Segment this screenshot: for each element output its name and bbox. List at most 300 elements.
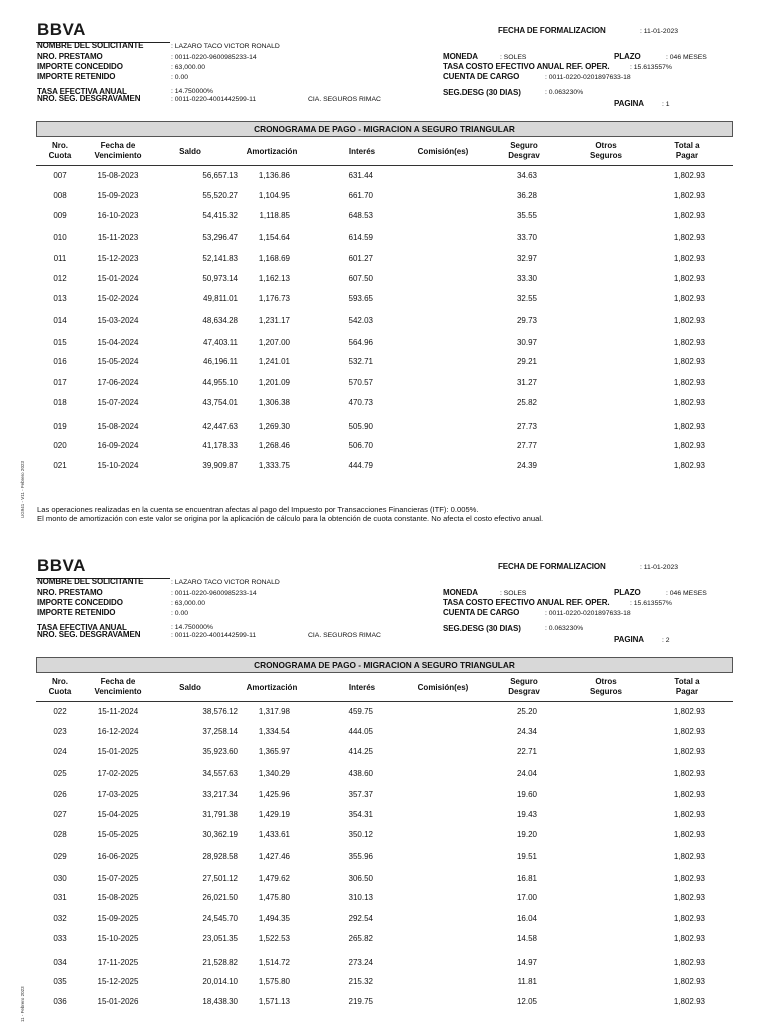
amortizacion-cell: 1,340.29 <box>258 769 290 778</box>
cuota-cell: 020 <box>53 441 67 450</box>
cuota-cell: 021 <box>53 461 67 470</box>
total-cell: 1,802.93 <box>673 338 705 347</box>
seguro-cell: 27.73 <box>516 422 537 431</box>
fecha-cell: 15-05-2025 <box>97 830 139 839</box>
fecha-cell: 15-03-2024 <box>97 316 139 325</box>
saldo-cell: 24,545.70 <box>202 914 238 923</box>
total-cell: 1,802.93 <box>673 316 705 325</box>
saldo-cell: 33,217.34 <box>202 790 238 799</box>
header-divider <box>36 165 733 166</box>
plazo-value: : 046 MESES <box>666 54 707 61</box>
seguro-cell: 19.20 <box>516 830 537 839</box>
amortizacion-cell: 1,241.01 <box>258 357 290 366</box>
cuota-cell: 016 <box>53 357 67 366</box>
cuota-cell: 036 <box>53 997 67 1006</box>
col-comision: Comisión(es) <box>417 683 469 692</box>
amortizacion-cell: 1,522.53 <box>258 934 290 943</box>
moneda-value: : SOLES <box>500 54 527 61</box>
saldo-cell: 35,923.60 <box>202 747 238 756</box>
saldo-cell: 48,634.28 <box>202 316 238 325</box>
fecha-cell: 15-10-2025 <box>97 934 139 943</box>
moneda-label: MONEDA <box>443 588 478 597</box>
pagina-value: : 1 <box>662 101 670 108</box>
cuota-cell: 008 <box>53 191 67 200</box>
total-cell: 1,802.93 <box>673 977 705 986</box>
fecha-cell: 16-09-2024 <box>97 441 139 450</box>
interes-cell: 219.75 <box>348 997 373 1006</box>
seguro-cell: 16.81 <box>516 874 537 883</box>
saldo-cell: 55,520.27 <box>202 191 238 200</box>
cuota-cell: 012 <box>53 274 67 283</box>
bbva-logo: BBVA <box>37 20 86 39</box>
total-cell: 1,802.93 <box>673 790 705 799</box>
saldo-cell: 39,909.87 <box>202 461 238 470</box>
seguro-cell: 29.73 <box>516 316 537 325</box>
fecha-cell: 15-11-2024 <box>97 707 139 716</box>
saldo-cell: 20,014.10 <box>202 977 238 986</box>
table-row <box>0 356 768 368</box>
total-cell: 1,802.93 <box>673 398 705 407</box>
interes-cell: 470.73 <box>348 398 373 407</box>
amortizacion-cell: 1,207.00 <box>258 338 290 347</box>
amortizacion-cell: 1,475.80 <box>258 893 290 902</box>
fecha-cell: 15-07-2025 <box>97 874 139 883</box>
cuota-cell: 024 <box>53 747 67 756</box>
amortizacion-cell: 1,571.13 <box>258 997 290 1006</box>
aseguradora-value: CIA. SEGUROS RIMAC <box>308 96 381 103</box>
seguro-cell: 14.58 <box>516 934 537 943</box>
table-row <box>0 996 768 1008</box>
tasa-efectiva-value: : 14.750000% <box>171 624 213 631</box>
nro-prestamo-label: NRO. PRESTAMO <box>37 588 103 597</box>
plazo-label: PLAZO <box>614 52 641 61</box>
total-cell: 1,802.93 <box>673 769 705 778</box>
tasa-efectiva-label: TASA EFECTIVA ANUAL <box>37 87 127 96</box>
fecha-cell: 15-04-2024 <box>97 338 139 347</box>
total-cell: 1,802.93 <box>673 852 705 861</box>
amortizacion-cell: 1,104.95 <box>258 191 290 200</box>
importe-retenido-label: IMPORTE RETENIDO <box>37 72 116 81</box>
seguro-cell: 11.81 <box>517 977 537 986</box>
tasa-costo-label: TASA COSTO EFECTIVO ANUAL REF. OPER. <box>443 62 610 71</box>
col-saldo: Saldo <box>179 683 201 692</box>
interes-cell: 273.24 <box>348 958 373 967</box>
amortizacion-cell: 1,514.72 <box>258 958 290 967</box>
total-cell: 1,802.93 <box>673 357 705 366</box>
cuenta-cargo-value: : 0011-0220-0201897633-18 <box>545 74 631 81</box>
table-row <box>0 892 768 904</box>
saldo-cell: 23,051.35 <box>202 934 238 943</box>
seguro-cell: 32.55 <box>516 294 537 303</box>
saldo-cell: 18,438.30 <box>202 997 238 1006</box>
fecha-cell: 15-12-2023 <box>97 254 139 263</box>
amortizacion-cell: 1,118.85 <box>259 211 290 220</box>
table-row <box>0 440 768 452</box>
fecha-cell: 17-06-2024 <box>97 378 139 387</box>
interes-cell: 354.31 <box>348 810 373 819</box>
table-row <box>0 789 768 801</box>
table-row <box>0 809 768 821</box>
saldo-cell: 31,791.38 <box>202 810 238 819</box>
table-row <box>0 976 768 988</box>
cuota-cell: 007 <box>53 171 67 180</box>
seguro-cell: 19.51 <box>516 852 537 861</box>
interes-cell: 215.32 <box>348 977 373 986</box>
seguro-cell: 36.28 <box>516 191 537 200</box>
table-row <box>0 210 768 222</box>
fecha-cell: 15-01-2025 <box>97 747 139 756</box>
total-cell: 1,802.93 <box>673 914 705 923</box>
saldo-cell: 50,973.14 <box>202 274 238 283</box>
importe-concedido-value: : 63,000.00 <box>171 64 206 71</box>
interes-cell: 310.13 <box>348 893 373 902</box>
saldo-cell: 27,501.12 <box>202 874 238 883</box>
fecha-cell: 16-06-2025 <box>97 852 139 861</box>
interes-cell: 414.25 <box>348 747 373 756</box>
pagina-label: PAGINA <box>614 99 644 108</box>
col-saldo: Saldo <box>179 147 201 156</box>
saldo-cell: 49,811.01 <box>203 294 238 303</box>
aseguradora-value: CIA. SEGUROS RIMAC <box>308 632 381 639</box>
interes-cell: 292.54 <box>348 914 373 923</box>
total-cell: 1,802.93 <box>673 191 705 200</box>
header-divider <box>36 701 733 702</box>
plazo-label: PLAZO <box>614 588 641 597</box>
table-title: CRONOGRAMA DE PAGO - MIGRACION A SEGURO TRIANGULAR <box>36 121 733 137</box>
amortizacion-cell: 1,268.46 <box>258 441 290 450</box>
saldo-cell: 38,576.12 <box>202 707 238 716</box>
seg-desg-value: : 0.063230% <box>545 625 584 632</box>
cuota-cell: 009 <box>53 211 67 220</box>
interes-cell: 265.82 <box>348 934 373 943</box>
cuota-cell: 032 <box>53 914 67 923</box>
fecha-formalizacion-value: : 11-01-2023 <box>640 28 679 35</box>
amortizacion-cell: 1,317.98 <box>258 707 290 716</box>
bbva-logo: BBVA <box>37 556 86 575</box>
tasa-costo-label: TASA COSTO EFECTIVO ANUAL REF. OPER. <box>443 598 610 607</box>
fecha-cell: 17-11-2025 <box>97 958 139 967</box>
cuota-cell: 026 <box>53 790 67 799</box>
importe-retenido-value: : 0.00 <box>171 610 189 617</box>
cuota-cell: 033 <box>53 934 67 943</box>
total-cell: 1,802.93 <box>673 958 705 967</box>
pagina-label: PAGINA <box>614 635 644 644</box>
interes-cell: 459.75 <box>348 707 373 716</box>
cuota-cell: 023 <box>53 727 67 736</box>
amortizacion-cell: 1,494.35 <box>258 914 290 923</box>
total-cell: 1,802.93 <box>673 997 705 1006</box>
interes-cell: 506.70 <box>348 441 373 450</box>
col-nro-cuota: Nro. Cuota <box>48 677 72 696</box>
interes-cell: 350.12 <box>348 830 373 839</box>
fecha-cell: 17-02-2025 <box>97 769 139 778</box>
table-row <box>0 851 768 863</box>
cuota-cell: 034 <box>53 958 67 967</box>
seguro-cell: 27.77 <box>516 441 537 450</box>
total-cell: 1,802.93 <box>673 747 705 756</box>
moneda-label: MONEDA <box>443 52 478 61</box>
amortizacion-cell: 1,334.54 <box>258 727 290 736</box>
table-row <box>0 829 768 841</box>
seguro-cell: 19.60 <box>516 790 537 799</box>
cuota-cell: 018 <box>53 398 67 407</box>
amortization-note: El monto de amortización con este valor se origina por la aplicación de cálculo para la obtención de cuota constante. No afecta el costo efectivo anual. <box>37 514 544 523</box>
seguro-cell: 35.55 <box>516 211 537 220</box>
nro-seg-desgravamen-label: NRO. SEG. DESGRAVAMEN <box>37 94 141 103</box>
amortizacion-cell: 1,433.61 <box>258 830 290 839</box>
table-row <box>0 706 768 718</box>
cuenta-cargo-label: CUENTA DE CARGO <box>443 608 520 617</box>
table-row <box>0 232 768 244</box>
nombre-solicitante-label: NOMBRE DEL SOLICITANTE <box>37 577 144 586</box>
saldo-cell: 53,296.47 <box>202 233 238 242</box>
amortizacion-cell: 1,269.30 <box>258 422 290 431</box>
seguro-cell: 32.97 <box>516 254 537 263</box>
cuota-cell: 015 <box>53 338 67 347</box>
table-row <box>0 253 768 265</box>
cuota-cell: 011 <box>53 254 67 263</box>
seguro-cell: 25.82 <box>516 398 537 407</box>
total-cell: 1,802.93 <box>673 727 705 736</box>
fecha-formalizacion-label: FECHA DE FORMALIZACION <box>498 562 606 571</box>
importe-retenido-value: : 0.00 <box>171 74 189 81</box>
amortizacion-cell: 1,136.86 <box>258 171 290 180</box>
table-row <box>0 460 768 472</box>
cuenta-cargo-value: : 0011-0220-0201897633-18 <box>545 610 631 617</box>
amortizacion-cell: 1,176.73 <box>258 294 290 303</box>
nro-prestamo-value: : 0011-0220-9600985233-14 <box>171 590 257 597</box>
seguro-cell: 19.43 <box>516 810 537 819</box>
interes-cell: 438.60 <box>348 769 373 778</box>
saldo-cell: 52,141.83 <box>202 254 238 263</box>
amortizacion-cell: 1,479.62 <box>258 874 290 883</box>
nro-prestamo-value: : 0011-0220-9600985233-14 <box>171 54 257 61</box>
col-amortizacion: Amortización <box>246 147 298 156</box>
seguro-cell: 30.97 <box>516 338 537 347</box>
cuota-cell: 017 <box>53 378 67 387</box>
fecha-cell: 15-08-2025 <box>97 893 139 902</box>
table-row <box>0 933 768 945</box>
pagina-value: : 2 <box>662 637 670 644</box>
total-cell: 1,802.93 <box>673 378 705 387</box>
total-cell: 1,802.93 <box>673 893 705 902</box>
saldo-cell: 47,403.11 <box>203 338 238 347</box>
total-cell: 1,802.93 <box>673 707 705 716</box>
table-row <box>0 746 768 758</box>
fecha-cell: 15-10-2024 <box>97 461 139 470</box>
fecha-cell: 15-12-2025 <box>97 977 139 986</box>
seguro-cell: 17.00 <box>516 893 537 902</box>
cuota-cell: 030 <box>53 874 67 883</box>
cuota-cell: 010 <box>53 233 67 242</box>
seguro-cell: 24.34 <box>516 727 537 736</box>
fecha-cell: 16-10-2023 <box>97 211 139 220</box>
total-cell: 1,802.93 <box>673 830 705 839</box>
amortizacion-cell: 1,575.80 <box>258 977 290 986</box>
importe-concedido-label: IMPORTE CONCEDIDO <box>37 62 123 71</box>
table-row <box>0 768 768 780</box>
fecha-cell: 15-09-2025 <box>97 914 139 923</box>
fecha-cell: 15-01-2026 <box>97 997 139 1006</box>
interes-cell: 648.53 <box>348 211 373 220</box>
total-cell: 1,802.93 <box>673 810 705 819</box>
table-row <box>0 421 768 433</box>
seguro-cell: 33.30 <box>516 274 537 283</box>
seguro-cell: 33.70 <box>516 233 537 242</box>
form-code: UG941 - V11 - Febrero 2023 <box>20 461 25 518</box>
saldo-cell: 43,754.01 <box>202 398 238 407</box>
fecha-cell: 15-08-2024 <box>97 422 139 431</box>
seguro-cell: 12.05 <box>516 997 537 1006</box>
cuota-cell: 028 <box>53 830 67 839</box>
amortizacion-cell: 1,231.17 <box>258 316 290 325</box>
table-row <box>0 957 768 969</box>
col-interes: Interés <box>348 683 376 692</box>
saldo-cell: 44,955.10 <box>202 378 238 387</box>
fecha-formalizacion-value: : 11-01-2023 <box>640 564 679 571</box>
saldo-cell: 34,557.63 <box>202 769 238 778</box>
fecha-cell: 15-04-2025 <box>97 810 139 819</box>
importe-concedido-value: : 63,000.00 <box>171 600 206 607</box>
total-cell: 1,802.93 <box>673 934 705 943</box>
table-row <box>0 397 768 409</box>
total-cell: 1,802.93 <box>673 211 705 220</box>
nro-seg-desgravamen-value: : 0011-0220-4001442599-11 <box>171 632 257 639</box>
importe-retenido-label: IMPORTE RETENIDO <box>37 608 116 617</box>
seg-desg-label: SEG.DESG (30 DIAS) <box>443 88 521 97</box>
fecha-cell: 15-02-2024 <box>97 294 139 303</box>
fecha-cell: 15-11-2023 <box>97 233 139 242</box>
interes-cell: 444.05 <box>348 727 373 736</box>
interes-cell: 532.71 <box>348 357 373 366</box>
nombre-solicitante-value: : LAZARO TACO VICTOR RONALD <box>171 579 280 586</box>
nombre-solicitante-value: : LAZARO TACO VICTOR RONALD <box>171 43 280 50</box>
cuota-cell: 027 <box>53 810 67 819</box>
fecha-cell: 15-01-2024 <box>97 274 139 283</box>
cuota-cell: 022 <box>53 707 67 716</box>
col-comision: Comisión(es) <box>417 147 469 156</box>
col-otros-seguros: Otros Seguros <box>589 677 622 696</box>
cuenta-cargo-label: CUENTA DE CARGO <box>443 72 520 81</box>
table-row <box>0 315 768 327</box>
table-title: CRONOGRAMA DE PAGO - MIGRACION A SEGURO TRIANGULAR <box>36 657 733 673</box>
seguro-cell: 16.04 <box>516 914 537 923</box>
col-seguro-desgrav: Seguro Desgrav <box>508 677 540 696</box>
col-seguro-desgrav: Seguro Desgrav <box>508 141 540 160</box>
saldo-cell: 21,528.82 <box>202 958 238 967</box>
seguro-cell: 34.63 <box>516 171 537 180</box>
table-row <box>0 190 768 202</box>
table-row <box>0 726 768 738</box>
saldo-cell: 28,928.58 <box>202 852 238 861</box>
cuota-cell: 025 <box>53 769 67 778</box>
cuota-cell: 014 <box>53 316 67 325</box>
seg-desg-value: : 0.063230% <box>545 89 584 96</box>
table-row <box>0 377 768 389</box>
cuota-cell: 013 <box>53 294 67 303</box>
interes-cell: 570.57 <box>348 378 373 387</box>
saldo-cell: 26,021.50 <box>202 893 238 902</box>
seg-desg-label: SEG.DESG (30 DIAS) <box>443 624 521 633</box>
seguro-cell: 29.21 <box>516 357 537 366</box>
table-row <box>0 873 768 885</box>
col-interes: Interés <box>348 147 376 156</box>
total-cell: 1,802.93 <box>673 233 705 242</box>
fecha-cell: 15-09-2023 <box>97 191 139 200</box>
amortizacion-cell: 1,333.75 <box>258 461 290 470</box>
saldo-cell: 54,415.32 <box>202 211 238 220</box>
total-cell: 1,802.93 <box>673 171 705 180</box>
cuota-cell: 029 <box>53 852 67 861</box>
amortizacion-cell: 1,429.19 <box>258 810 290 819</box>
saldo-cell: 42,447.63 <box>202 422 238 431</box>
total-cell: 1,802.93 <box>673 294 705 303</box>
col-total-pagar: Total a Pagar <box>674 677 700 696</box>
amortizacion-cell: 1,365.97 <box>258 747 290 756</box>
interes-cell: 631.44 <box>348 171 373 180</box>
amortizacion-cell: 1,425.96 <box>258 790 290 799</box>
saldo-cell: 37,258.14 <box>202 727 238 736</box>
table-row <box>0 293 768 305</box>
nro-seg-desgravamen-label: NRO. SEG. DESGRAVAMEN <box>37 630 141 639</box>
seguro-cell: 25.20 <box>516 707 537 716</box>
amortizacion-cell: 1,427.46 <box>258 852 290 861</box>
interes-cell: 607.50 <box>348 274 373 283</box>
nombre-solicitante-label: NOMBRE DEL SOLICITANTE <box>37 41 144 50</box>
itf-note: Las operaciones realizadas en la cuenta se encuentran afectas al pago del Impuesto por Transacciones Financieras (ITF): 0.005%. <box>37 505 479 514</box>
plazo-value: : 046 MESES <box>666 590 707 597</box>
tasa-efectiva-label: TASA EFECTIVA ANUAL <box>37 623 127 632</box>
nro-prestamo-label: NRO. PRESTAMO <box>37 52 103 61</box>
fecha-formalizacion-label: FECHA DE FORMALIZACION <box>498 26 606 35</box>
saldo-cell: 41,178.33 <box>202 441 238 450</box>
total-cell: 1,802.93 <box>673 274 705 283</box>
nro-seg-desgravamen-value: : 0011-0220-4001442599-11 <box>171 96 257 103</box>
amortizacion-cell: 1,168.69 <box>258 254 290 263</box>
interes-cell: 564.96 <box>348 338 373 347</box>
col-fecha-vencimiento: Fecha de Vencimiento <box>94 141 142 160</box>
cuota-cell: 019 <box>53 422 67 431</box>
total-cell: 1,802.93 <box>673 254 705 263</box>
table-row <box>0 170 768 182</box>
interes-cell: 505.90 <box>348 422 373 431</box>
fecha-cell: 15-07-2024 <box>97 398 139 407</box>
form-code: 11 - Febrero 2023 <box>20 986 25 1022</box>
col-nro-cuota: Nro. Cuota <box>48 141 72 160</box>
seguro-cell: 22.71 <box>516 747 537 756</box>
interes-cell: 355.96 <box>348 852 373 861</box>
amortizacion-cell: 1,162.13 <box>258 274 290 283</box>
table-row <box>0 913 768 925</box>
table-row <box>0 337 768 349</box>
cuota-cell: 031 <box>53 893 67 902</box>
total-cell: 1,802.93 <box>673 422 705 431</box>
fecha-cell: 15-08-2023 <box>97 171 139 180</box>
interes-cell: 593.65 <box>348 294 373 303</box>
col-fecha-vencimiento: Fecha de Vencimiento <box>94 677 142 696</box>
col-amortizacion: Amortización <box>246 683 298 692</box>
amortizacion-cell: 1,201.09 <box>258 378 290 387</box>
interes-cell: 357.37 <box>348 790 373 799</box>
seguro-cell: 31.27 <box>516 378 537 387</box>
saldo-cell: 30,362.19 <box>202 830 238 839</box>
seguro-cell: 14.97 <box>516 958 537 967</box>
col-otros-seguros: Otros Seguros <box>589 141 622 160</box>
table-row <box>0 273 768 285</box>
amortizacion-cell: 1,306.38 <box>258 398 290 407</box>
saldo-cell: 46,196.11 <box>203 357 238 366</box>
fecha-cell: 16-12-2024 <box>97 727 139 736</box>
